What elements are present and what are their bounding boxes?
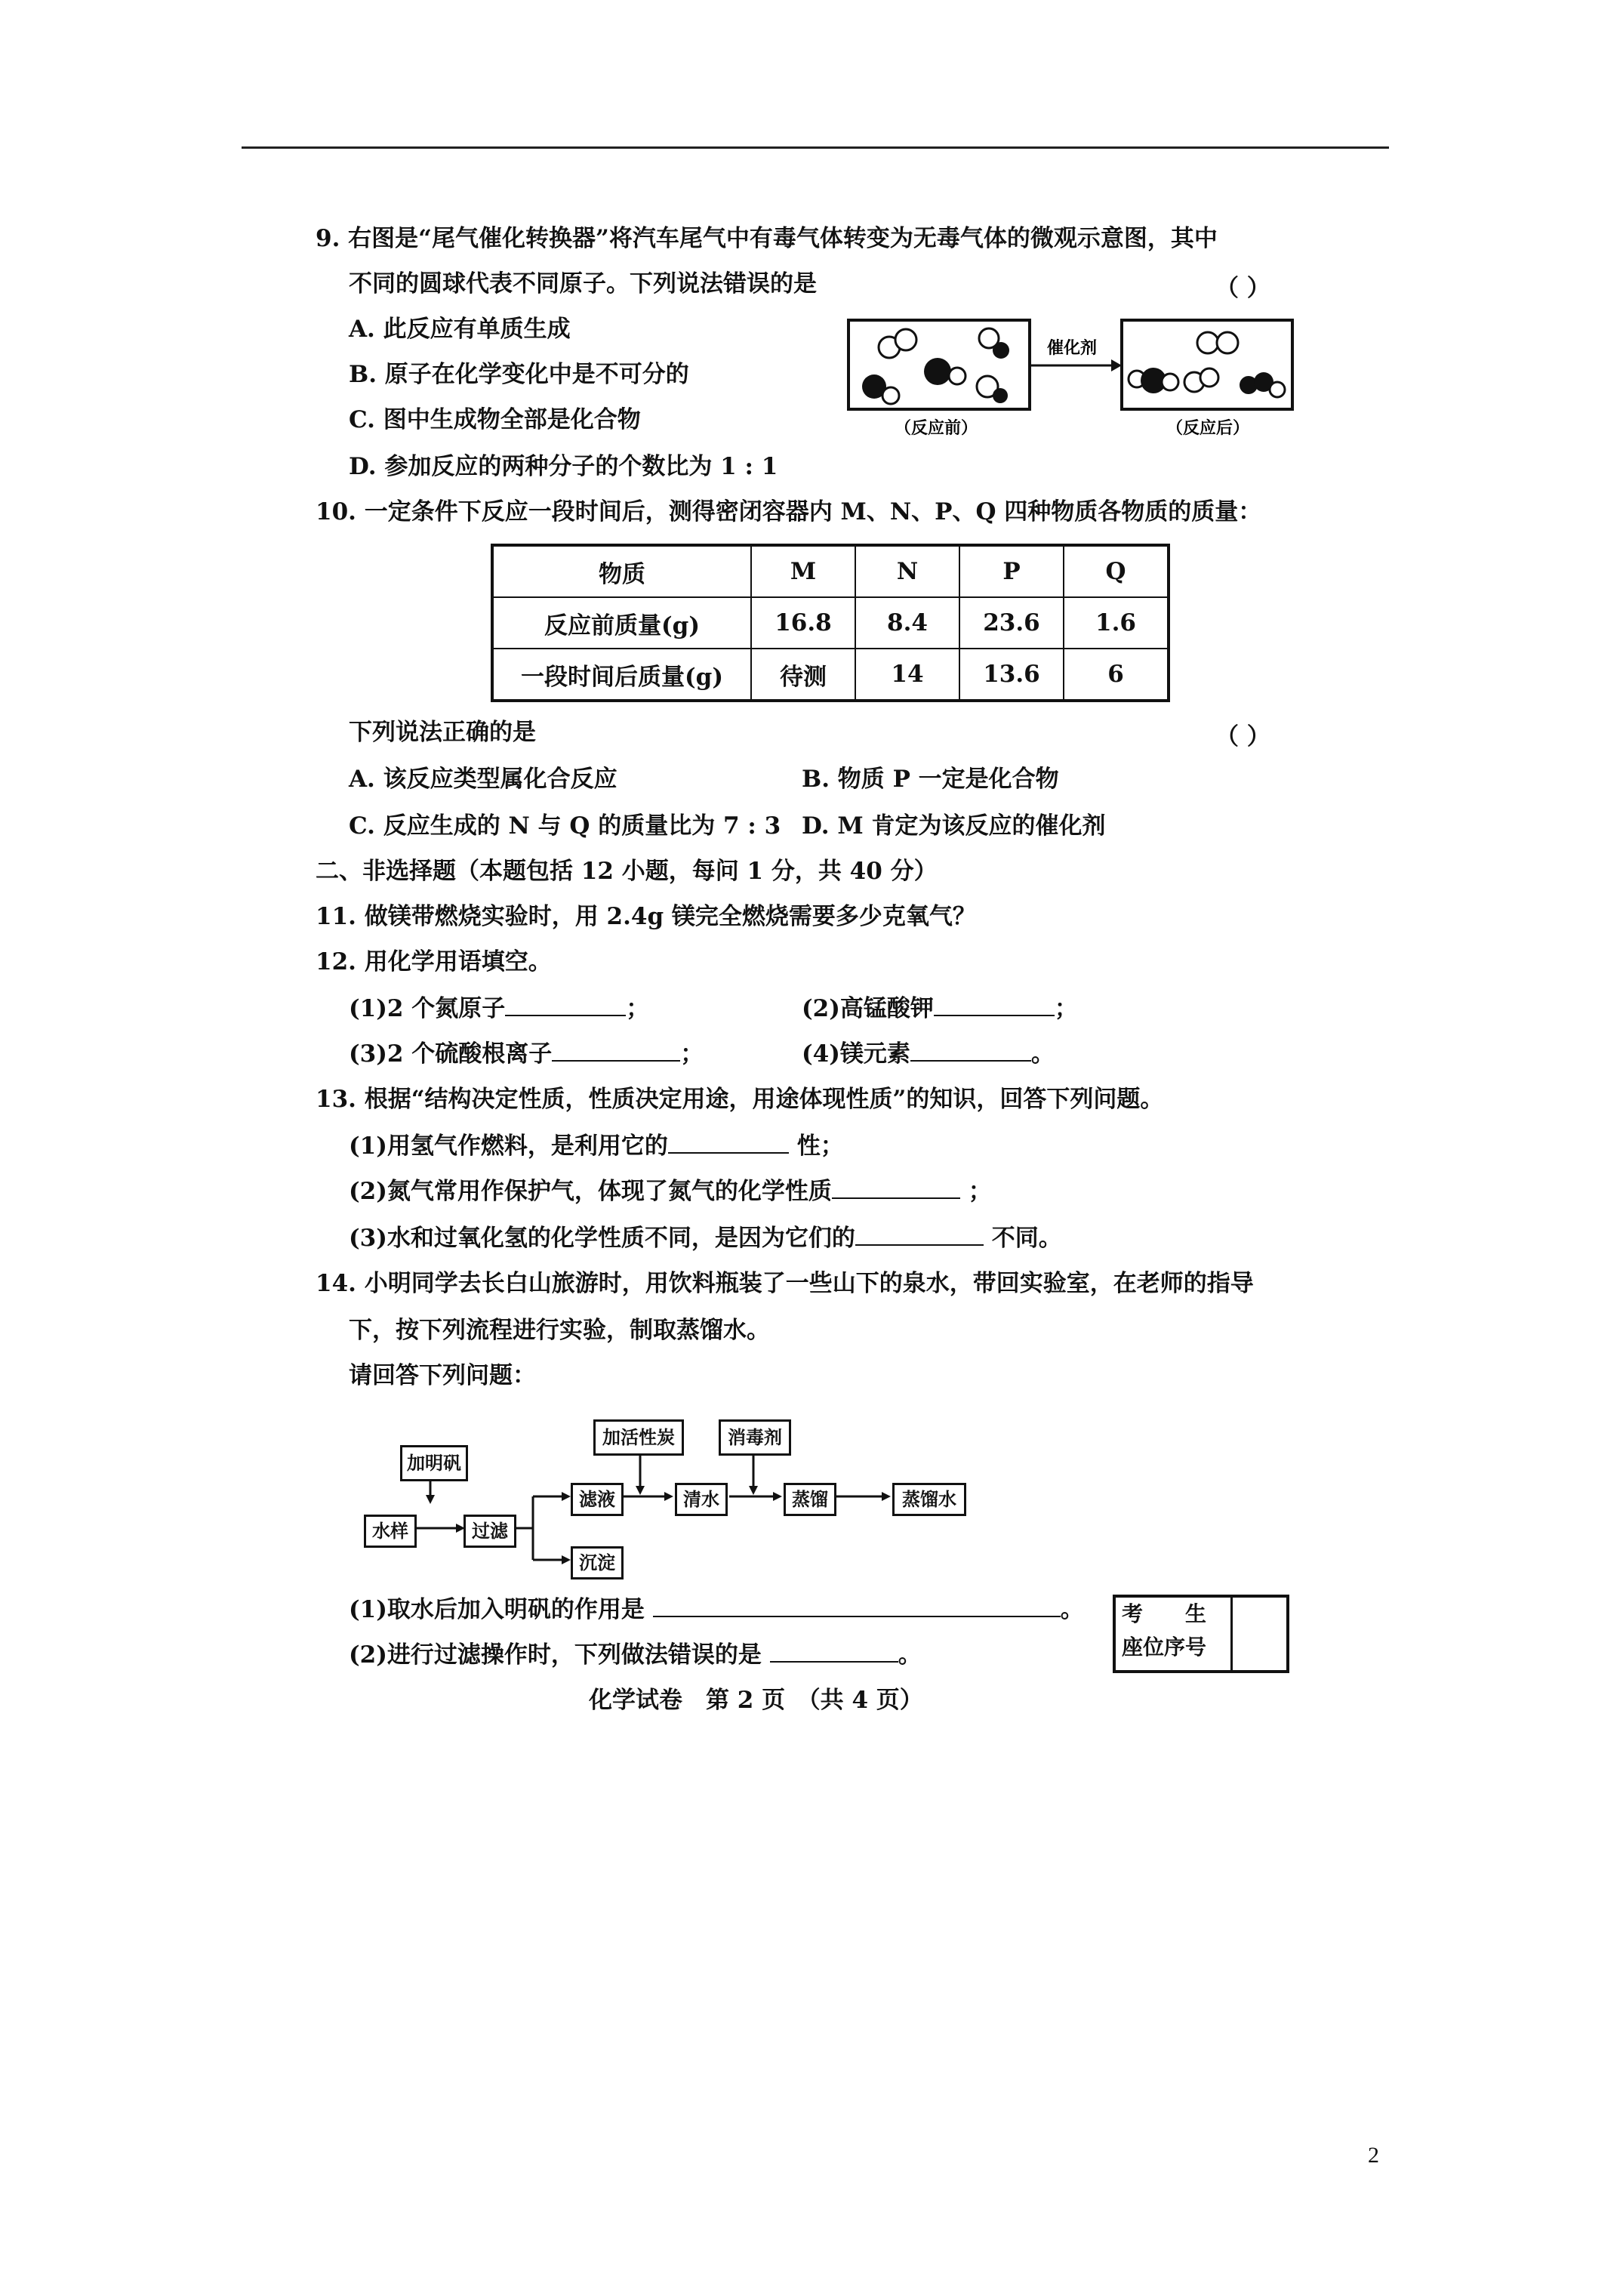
q12-part-4-punct: 。 xyxy=(1030,1040,1055,1068)
flow-box-alum: 加明矾 xyxy=(400,1445,468,1481)
q13-part-2 xyxy=(349,1176,992,1207)
q9-reaction-diagram xyxy=(845,311,1298,443)
table-header-cell: N xyxy=(855,545,959,597)
q10-option-c: C. 反应生成的 N 与 Q 的质量比为 7 : 3 xyxy=(349,812,781,840)
q9-option-d: D. 参加反应的两种分子的个数比为 1 : 1 xyxy=(349,453,778,480)
table-cell: 待测 xyxy=(751,649,855,701)
flow-box-activated-carbon: 加活性炭 xyxy=(593,1419,684,1456)
q12-part-4-blank[interactable] xyxy=(910,1039,1031,1062)
flow-box-water-sample: 水样 xyxy=(364,1515,417,1548)
table-header-row xyxy=(492,545,1169,597)
after-molecules xyxy=(1129,332,1285,397)
q14-part-2-blank[interactable] xyxy=(770,1640,898,1663)
table-cell: 23.6 xyxy=(959,597,1064,649)
q14-part-2-label: (2)进行过滤操作时，下列做法错误的是 xyxy=(349,1641,762,1669)
q10-option-d: D. M 肯定为该反应的催化剂 xyxy=(802,812,1106,840)
table-cell: 1.6 xyxy=(1064,597,1169,649)
table-row xyxy=(492,597,1169,649)
table-cell: 14 xyxy=(855,649,959,701)
table-cell: 6 xyxy=(1064,649,1169,701)
q12-part-1-label: (1)2 个氮原子 xyxy=(349,995,506,1022)
catalyst-label: 催化剂 xyxy=(1046,339,1098,358)
q13-part-3 xyxy=(349,1223,1062,1253)
q13-stem: 13. 根据“结构决定性质，性质决定用途，用途体现性质”的知识，回答下列问题。 xyxy=(316,1086,1164,1113)
table-cell: 一段时间后质量(g) xyxy=(492,649,751,701)
q14-ask: 请回答下列问题： xyxy=(349,1362,536,1389)
flow-box-filtration: 过滤 xyxy=(463,1515,516,1548)
q9-option-c: C. 图中生成物全部是化合物 xyxy=(349,406,641,433)
q12-stem: 12. 用化学用语填空。 xyxy=(316,948,552,975)
q13-part-2-tail: ； xyxy=(968,1178,992,1205)
footer: 化学试卷 第 2 页 （共 4 页） xyxy=(589,1687,923,1714)
q10-option-a: A. 该反应类型属化合反应 xyxy=(349,766,617,793)
q9-option-b: B. 原子在化学变化中是不可分的 xyxy=(349,361,689,388)
q10-answer-paren: （ ） xyxy=(1215,723,1270,750)
seat-label-cell xyxy=(1116,1598,1233,1670)
q10-ask: 下列说法正确的是 xyxy=(349,719,536,746)
header-rule xyxy=(242,146,1389,149)
table-header-cell: Q xyxy=(1064,545,1169,597)
q10-mass-table xyxy=(491,544,1170,702)
q9-answer-paren: （ ） xyxy=(1215,275,1270,302)
after-label: （反应后） xyxy=(1166,419,1250,438)
q14-part-2 xyxy=(349,1640,922,1670)
table-cell: 16.8 xyxy=(751,597,855,649)
q9-stem-line1: 9. 右图是“尾气催化转换器”将汽车尾气中有毒气体转变为无毒气体的微观示意图，其中 xyxy=(316,225,1218,252)
seat-number-box xyxy=(1113,1595,1289,1673)
q11-stem: 11. 做镁带燃烧实验时，用 2.4g 镁完全燃烧需要多少克氧气？ xyxy=(316,903,976,930)
q12-part-4 xyxy=(802,1039,1055,1069)
q13-part-1-blank[interactable] xyxy=(668,1131,789,1154)
q14-part-1-punct: 。 xyxy=(1060,1596,1084,1623)
flow-box-clear-water: 清水 xyxy=(675,1483,728,1516)
before-label: （反应前） xyxy=(894,419,978,438)
flow-box-distilled-water: 蒸馏水 xyxy=(892,1483,966,1516)
q13-part-2-label: (2)氮气常用作保护气，体现了氮气的化学性质 xyxy=(349,1178,832,1205)
flow-box-filtrate: 滤液 xyxy=(571,1483,624,1516)
q14-part-1 xyxy=(349,1595,1084,1625)
q12-part-2-punct: ； xyxy=(1054,995,1078,1022)
q12-part-1 xyxy=(349,994,649,1024)
q13-part-1-tail: 性； xyxy=(796,1133,844,1160)
q10-option-b: B. 物质 P 一定是化合物 xyxy=(802,766,1059,793)
q13-part-2-blank[interactable] xyxy=(832,1176,960,1199)
flow-box-distillation: 蒸馏 xyxy=(784,1483,836,1516)
q12-part-3-blank[interactable] xyxy=(552,1039,680,1062)
q14-part-1-blank[interactable] xyxy=(653,1595,1061,1617)
table-header-cell: P xyxy=(959,545,1064,597)
q9-stem-line2: 不同的圆球代表不同原子。下列说法错误的是 xyxy=(349,270,817,297)
table-cell: 反应前质量(g) xyxy=(492,597,751,649)
flow-box-sediment: 沉淀 xyxy=(571,1546,624,1579)
q12-part-2-blank[interactable] xyxy=(934,994,1055,1016)
flow-box-disinfectant: 消毒剂 xyxy=(719,1419,791,1456)
q13-part-1 xyxy=(349,1131,844,1161)
table-cell: 8.4 xyxy=(855,597,959,649)
page-number: 2 xyxy=(1368,2143,1379,2168)
q12-part-2 xyxy=(802,994,1078,1024)
table-header-cell: M xyxy=(751,545,855,597)
seat-value-cell[interactable] xyxy=(1230,1598,1286,1670)
q14-stem-line1: 14. 小明同学去长白山旅游时，用饮料瓶装了一些山下的泉水，带回实验室，在老师的指导 xyxy=(316,1270,1254,1297)
q12-part-4-label: (4)镁元素 xyxy=(802,1040,910,1068)
q14-stem-line2: 下，按下列流程进行实验，制取蒸馏水。 xyxy=(349,1317,770,1344)
q12-part-1-blank[interactable] xyxy=(505,994,626,1016)
q10-stem: 10. 一定条件下反应一段时间后，测得密闭容器内 M、N、P、Q 四种物质各物质的质量： xyxy=(316,498,1262,525)
seat-label-line1: 考 生 xyxy=(1122,1601,1207,1626)
table-header-cell: 物质 xyxy=(492,545,751,597)
table-cell: 13.6 xyxy=(959,649,1064,701)
before-molecules xyxy=(862,328,1009,404)
q12-part-1-punct: ； xyxy=(626,995,650,1022)
q13-part-1-label: (1)用氢气作燃料，是利用它的 xyxy=(349,1133,668,1160)
table-row xyxy=(492,649,1169,701)
q12-part-3-punct: ； xyxy=(680,1040,704,1068)
q14-part-2-punct: 。 xyxy=(898,1641,922,1669)
q14-part-1-label: (1)取水后加入明矾的作用是 xyxy=(349,1596,645,1623)
q13-part-3-blank[interactable] xyxy=(855,1223,984,1246)
seat-label-line2: 座位序号 xyxy=(1122,1635,1207,1660)
q13-part-3-tail: 不同。 xyxy=(991,1225,1062,1252)
section-2-heading: 二、非选择题（本题包括 12 小题，每问 1 分，共 40 分） xyxy=(316,858,938,885)
q9-option-a: A. 此反应有单质生成 xyxy=(349,316,571,343)
q13-part-3-label: (3)水和过氧化氢的化学性质不同，是因为它们的 xyxy=(349,1225,855,1252)
q12-part-3 xyxy=(349,1039,704,1069)
q12-part-3-label: (3)2 个硫酸根离子 xyxy=(349,1040,553,1068)
q12-part-2-label: (2)高锰酸钾 xyxy=(802,995,934,1022)
